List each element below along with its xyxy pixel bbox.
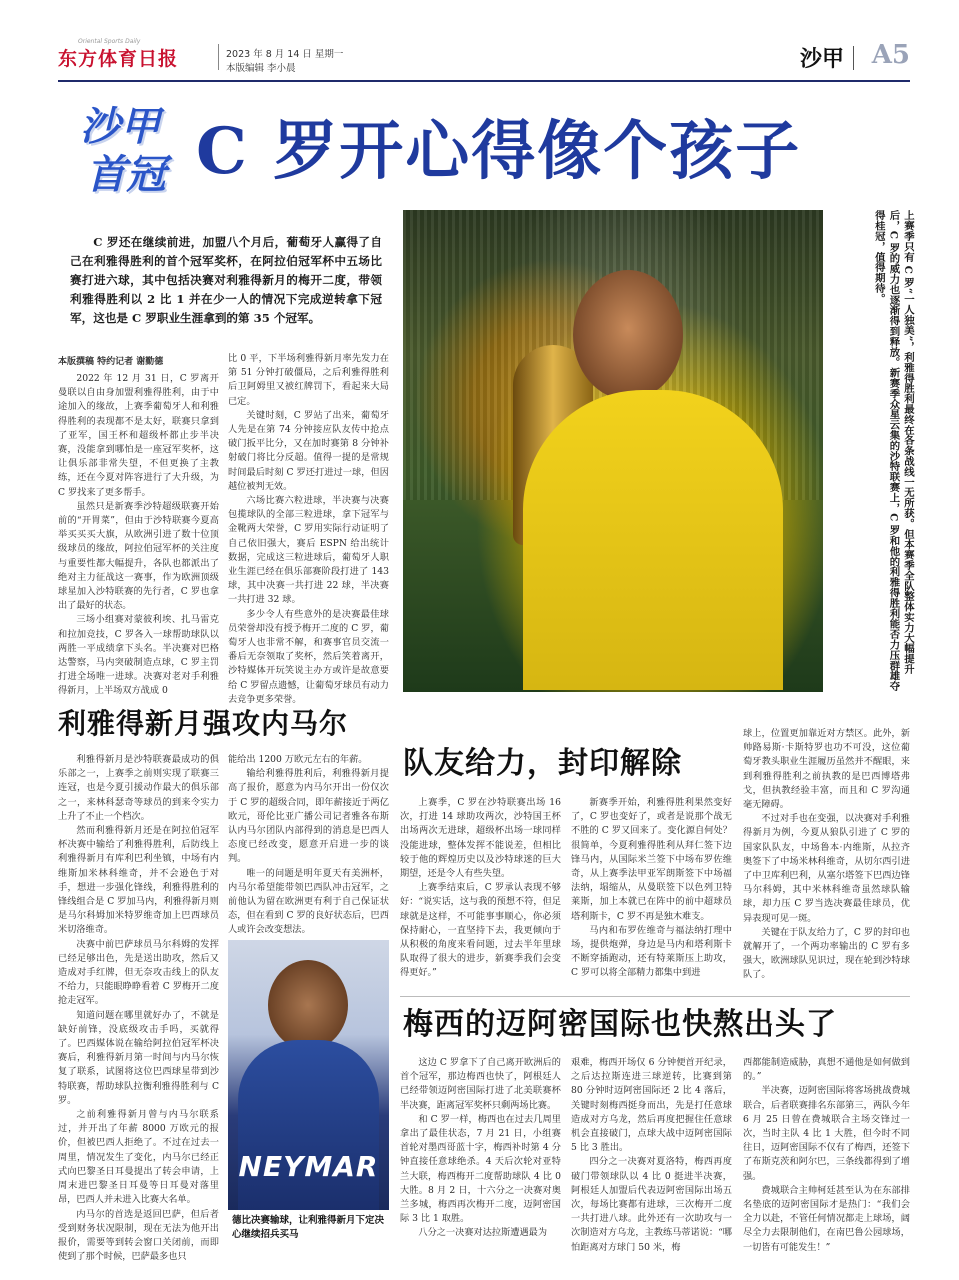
masthead-rule [58,80,910,82]
player-image [268,960,348,1050]
neymar-photo [228,940,389,1210]
byline: 本版撰稿 特约记者 谢勤德 [58,357,164,367]
jersey-image [523,390,783,690]
section-c-column-1 [400,1056,561,1241]
paragraph: 上赛季，C 罗在沙特联赛出场 16 次，打进 14 球助攻两次，沙特国王杯出场两次无进球，超级杯出场一球同样没能进球，整体发挥不能说差，但相比较于他的辉煌历史以及沙特球迷的巨大期望，还是令人有些失望。 [400,797,561,880]
issue-date: 2023 年 8 月 14 日 星期一 [226,49,344,60]
masthead-divider-right [853,46,854,70]
paragraph: 虽然只是新赛季沙特超级联赛开始前的“开胃菜”，但由于沙特联赛今夏高举买买买大旗，从欧洲引进了数十位顶级球员的缘故，阿拉伯冠军杯的关注度与重要性都大幅提升，各队也都派出了绝对主力征战这一赛事，作为欧洲顶级球星加入沙特联赛的先行者，C 罗也拿出了最好的状态。 [58,500,219,612]
paragraph: 利雅得新月是沙特联赛最成功的俱乐部之一，上赛季之前则实现了联赛三连冠，也是今夏引援动作最大的俱乐部之一，来林科瑟奇等球员的到来令实力上升了不止一个档次。 [58,754,219,822]
headline-tag [80,105,176,205]
paragraph: 上赛季结束后，C 罗承认表现不够好：“说实话，这与我的预想不符，但足球就是这样，不可能事事顺心，你必须保持耐心，一直坚持下去，我更倾向于从积极的角度来看问题，过去半年里球队取得了很大的进步，新赛季我们会变得更好。” [400,882,561,979]
paragraph: 新赛季开始，利雅得胜利果然变好了，C 罗也变好了，或者是说那个战无不胜的 C 罗又回来了。变化源自何处？很简单，今夏利雅得胜利从拜仁签下边锋马内，从国际米兰签下中场布罗佐维奇，从上赛季法甲亚军朗斯签下中场福法纳，塌缩从，从曼联签下以色列卫特莱斯，加上本就已在阵中的前中超球员塔利斯卡，C 罗不再是独木难支。 [571,797,732,922]
section-c-title: 梅西的迈阿密国际也快熬出头了 [403,1007,837,1042]
jersey-image [238,1040,379,1210]
section-name: 沙甲 [799,46,844,72]
section-b-column-3 [743,727,910,983]
paragraph: 六场比赛六粒进球，半决赛与决赛包揽球队的全部三粒进球，拿下冠军与金靴两大荣誉，C 罗用实际行动证明了自己依旧强大，赛后 ESPN 给出统计数据，完成这三粒进球后，葡萄牙人职业生涯已经在俱乐部赛阶段打进了 143 球，其中决赛一共打进 22 球，半决赛一共打进 32 球。 [228,495,389,606]
paragraph: 四分之一决赛对夏洛特，梅西再度破门带领球队以 4 比 0 挺进半决赛，阿根廷人加盟后代表迈阿密国际出场五次，每场比赛都有进球，三次梅开二度一共打进八球。此外还有一次助攻与一次制造对方乌龙，主教练马蒂诺说：“哪怕距离对方球门 50 米，梅 [571,1156,732,1253]
section-b-title: 队友给力，封印解除 [403,746,682,781]
paragraph: 这边 C 罗拿下了自己离开欧洲后的首个冠军，那边梅西也快了，阿根廷人已经带领迈阿密国际打进了北美联赛杯半决赛，距离冠军奖杯只剩两场比赛。 [400,1057,561,1111]
paragraph: 球上，位置更加靠近对方禁区。此外，新帅路易斯·卡斯特罗也功不可没，这位葡萄牙教头职业生涯履历虽然并不醒眼，来到利雅得胜利之前执教的是巴西博塔弗戈，但执教经验丰富，而且和 C 罗沟通毫无障碍。 [743,728,910,811]
section-c-rule [400,996,910,997]
paragraph: 之前利雅得新月曾与内马尔联系过，并开出了年薪 8000 万欧元的报价，但被巴西人拒绝了。不过在过去一周里，情况发生了变化，内马尔已经正式向巴黎圣日耳曼提出了转会申请，上周末进巴黎圣日耳曼等日耳曼对落里昂，巴西人并未进入比赛大名单。 [58,1109,219,1206]
paragraph: 能给出 1200 万欧元左右的年薪。 [228,754,368,765]
paragraph: 2022 年 12 月 31 日，C 罗离开曼联以自由身加盟利雅得胜利，由于中途加入的缘故，上赛季葡萄牙人和利雅得胜利的表现都不是太好，联赛只拿到了亚军，国王杯和超级杯都止步半决赛，没能拿到哪怕是一座冠军奖杯，这让俱乐部非常失望，不但更换了主教练，还在今夏对阵容进行了大升级，为 C 罗找来了更多帮手。 [58,373,219,498]
page-title: C 罗开心得像个孩子 [196,114,802,189]
paragraph: 知道问题在哪里就好办了，不就是缺好前锋，没底级攻击手吗，买就得了。巴西媒体说在输给阿拉伯冠军杯决赛后，利雅得新月第一时间与内马尔恢复了联系，试图将这位巴西球星带到沙特联赛，帮助球队拉衡利雅得胜利与 C 罗。 [58,1009,219,1106]
paragraph: 唯一的问题是明年夏天有美洲杯，内马尔希望能带领巴西队冲击冠军，之前他认为留在欧洲更有利于自己保证状态，但在看到 C 罗的良好状态后，巴西人或许会改变想法。 [228,867,389,936]
article-column-2 [228,352,389,707]
section-a-title: 利雅得新月强攻内马尔 [58,707,349,740]
paragraph: 多少令人有些意外的是决赛最佳球员荣誉却没有授予梅开二度的 C 罗，葡萄牙人也非常不解，和赛事官员交流一番后无奈领取了奖杯，然后笑着离开，沙特媒体开玩笑说主办方或许是故意要给 C 罗留点遗憾，让葡萄牙球员有动力去竞争更多荣誉。 [228,608,389,705]
paragraph: 不过对手也在变强，以决赛对手利雅得新月为例，今夏从狼队引进了 C 罗的国家队队友，中场鲁本·内维斯，从拉齐奥签下了中场米林科维奇，从切尔西引进了中卫库利巴利，从塞尔塔签下巴西边锋马尔科姆，其中米林科维奇虽然球队输球，却力压 C 罗当选决赛最佳球员，优异表现可见一斑。 [743,813,910,924]
neymar-jersey-text: NEYMAR [238,1150,379,1183]
paragraph: 艰难，梅西开场仅 6 分钟便首开纪录，之后达拉斯连进三球逆转，比赛到第 80 分钟时迈阿密国际还 2 比 4 落后，关键时刻梅西挺身而出，先是打任意球造成对方乌龙，然后再度把握住任意球机会直接破门，点球大战中迈阿密国际 5 比 3 胜出。 [571,1057,732,1154]
player-image [573,270,683,400]
paragraph: 内马尔的首选是返回巴萨，但后者受到财务状况限制，现在无法为他开出报价，需要等到转会窗口关闭前，而即使到了那个时候，巴萨最多也只 [58,1208,219,1263]
photo-caption-vertical: 上赛季只有 C 罗“一人独美”，利雅得胜利最终在各条战线一无所获。但本赛季全队整体实力大幅提升后，C 罗的威力也逐渐得到释放。新赛季众星云集的沙特联赛上，C 罗和他的利雅得胜利能否力压群雄夺得桂冠，值得期待。 [872,210,914,692]
headline-tag-line2: 首冠 [86,151,166,198]
neymar-photo-caption: 德比决赛输球，让利雅得新月下定决心继续招兵买马 [232,1215,385,1240]
lead-paragraph: C 罗还在继续前进，加盟八个月后，葡萄牙人赢得了自己在利雅得胜利的首个冠军奖杯，在阿拉伯冠军杯中五场比赛打进六球，其中包括决赛对利雅得新月的梅开二度，带领利雅得胜利以 2 比 1 并在少一人的情况下完成逆转拿下冠军，这也是 C 罗职业生涯拿到的第 35 个冠军。 [70,235,382,325]
paragraph: 决赛中前巴萨球员马尔科姆的发挥已经足够出色，先是送出助攻，然后又造成对手红牌，但无奈攻击线上的队友不给力，只能眼睁睁看着 C 罗梅开二度抢走冠军。 [58,938,219,1007]
paragraph: 半决赛，迈阿密国际将客场挑战费城联合，后者联赛排名东部第三，两队今年 6 月 25 日曾在费城联合主场交锋过一次，当时主队 4 比 1 大胜，但今时不同往日，迈阿密国际不仅有了梅西，还签下了布斯克茨和阿尔巴，三条线都得到了增强。 [743,1085,910,1182]
masthead-divider [218,44,219,70]
paragraph: 关键在于队友给力了，C 罗的封印也就解开了，一个两功率输出的 C 罗有多强大，欧洲球队见识过，现在轮到沙特球队了。 [743,926,910,981]
section-c-column-3 [743,1056,910,1255]
masthead [58,38,910,78]
paragraph: 马内和布罗佐维奇与福法纳打理中场，提供炮弹，身边是马内和塔利斯卡不断穿插跑动，还有特莱斯压上助攻，C 罗可以将全部精力都集中到进 [571,924,732,979]
headline-tag-line1: 沙甲 [80,103,160,150]
newspaper-logo-en: Oriental Sports Daily [78,38,141,45]
paragraph: 费城联合主帅柯廷甚至认为在东部排名垫底的迈阿密国际才是热门：“我们会全力以赴，不管任何情况都走上球场，阔尽全力去限制他们，在南巴鲁公园球场，一切皆有可能发生！” [743,1184,910,1253]
paragraph: 西都能制造威胁，真想不通他是如何做到的。” [743,1057,910,1083]
paragraph: 比 0 平，下半场利雅得新月率先发力在第 51 分钟打破僵局，之后利雅得胜利后卫阿姆里又被红牌罚下，看起来大局已定。 [228,353,389,407]
section-a-column-1 [58,753,219,1264]
page-editor: 本版编辑 李小晨 [226,63,296,74]
section-b-column-1 [400,796,561,981]
paragraph: 和 C 罗一样，梅西也在过去几周里拿出了最佳状态，7 月 21 日，小组赛首轮对墨西哥蓝十字，梅西补时第 4 分钟直接任意球绝杀。4 天后次轮对亚特兰大联，梅西梅开二度帮助球队 4 比 0 大胜。8 月 2 日，十六分之一决赛对奥兰多城，梅西再次梅开二度，迈阿密国际 3 比 1 取胜。 [400,1113,561,1225]
paragraph: 然而利雅得新月还是在阿拉伯冠军杯决赛中输给了利雅得胜利，后防线上利雅得新月有库利巴利坐镇，中场有内维斯加米林科维奇，并不会逊色于对手，想进一步强化锋线，利雅得胜利的锋线组合是 C 罗加马内，利雅得新月则是马尔科姆加米特罗维奇加上巴西球员米切洛维奇。 [58,825,219,936]
section-b-column-2 [571,796,732,981]
section-a-column-2 [228,753,389,938]
page-number: A5 [871,40,910,70]
article-column-1 [58,372,219,699]
paragraph: 输给利雅得胜利后，利雅得新月提高了报价，愿意为内马尔开出一份仅次于 C 罗的超级合同，即年薪接近于两亿欧元，哥伦比亚广播公司记者雅各布斯认内马尔团队内部得到的消息是巴西人态度已经改变，愿意开启进一步的谈判。 [228,768,389,865]
paragraph: 八分之一决赛对达拉斯遭遇最为 [418,1227,548,1239]
paragraph: 三场小组赛对蒙彼利埃、扎马雷克和拉加竞技，C 罗各入一球帮助球队以两胜一平成绩拿下头名。半决赛对巴格达警察，马内突破制造点球，C 罗主罚打进全场唯一进球。决赛对老对手利雅得新月，上半场双方战成 0 [58,614,219,697]
newspaper-logo: 东方体育日报 [58,48,179,70]
paragraph: 关键时刻，C 罗站了出来，葡萄牙人先是在第 74 分钟接应队友传中抢点破门扳平比分，又在加时赛第 8 分钟补射破门将比分反超。值得一提的是常规时间最后时刻 C 罗还打进过一球，但因越位被判无效。 [228,409,389,492]
section-c-column-2 [571,1056,732,1255]
ronaldo-trophy-photo [403,210,823,692]
